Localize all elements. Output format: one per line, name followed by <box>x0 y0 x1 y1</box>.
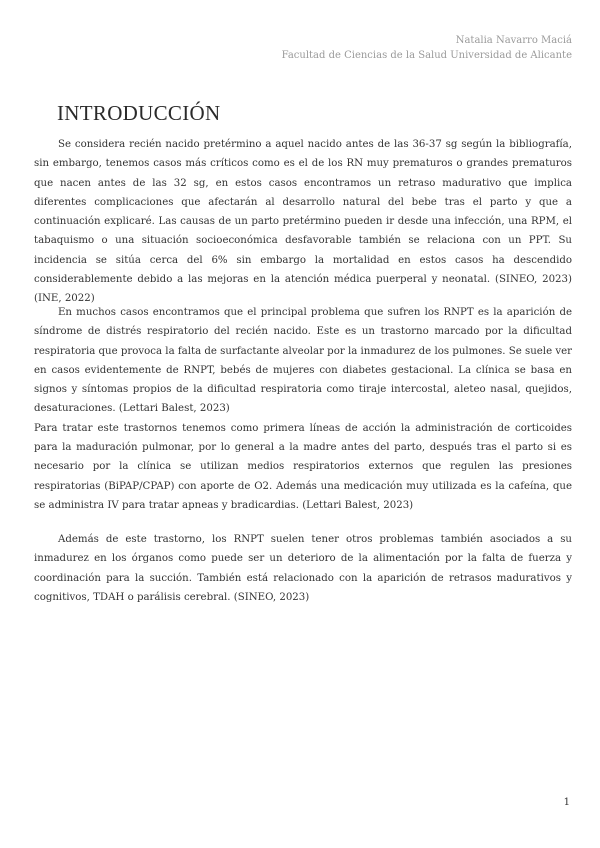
page-number: 1 <box>563 797 570 808</box>
page-header <box>282 33 572 63</box>
paragraph-treatment: Para tratar este trastornos tenemos como primera líneas de acción la administración de corticoides para la maduración pulmonar, por lo general a la madre antes del parto, después tras el parto si es necesario por la clínica se utilizan medios respiratorios externos que regulen las presiones respiratorias (BiPAP/CPAP) con aporte de O2. Además una medicación muy utilizada es la cafeína, que se administra IV para tratar apneas y bradicardias. (Lettari Balest, 2023) <box>34 422 572 511</box>
paragraph-intro: Se considera recién nacido pretérmino a aquel nacido antes de las 36-37 sg según la bibliografía, sin embargo, tenemos casos más críticos como es el de los RN muy prematuros o grandes prematuros que nacen antes de las 32 sg, en estos casos encontramos un retraso madurativo que implica diferentes complicaciones que afectarán al desarrollo natural del bebe tras el parto y que a continuación explicaré. Las causas de un parto pretérmino pueden ir desde una infección, una RPM, el tabaquismo o una situación socioeconómica desfavorable también se relaciona con un PPT. Su incidencia se sitúa cerca del 6% sin embargo la mortalidad en estos casos ha descendido considerablemente debido a las mejoras en la atención médica puerperal y neonatal. (SINEO, 2023) (INE, 2022) <box>34 139 572 305</box>
header-author: Natalia Navarro Maciá <box>455 35 572 46</box>
header-faculty: Facultad de Ciencias de la Salud Universidad de Alicante <box>281 50 572 61</box>
paragraph-block <box>34 530 572 607</box>
paragraph-block <box>34 135 572 309</box>
section-title: INTRODUCCIÓN <box>57 101 221 125</box>
paragraph-block <box>34 303 572 515</box>
paragraph-respiratory-distress: En muchos casos encontramos que el principal problema que sufren los RNPT es la aparición de síndrome de distrés respiratorio del recién nacido. Este es un trastorno marcado por la dificultad respiratoria que provoca la falta de surfactante alveolar por la inmadurez de los pulmones. Se suele ver en casos evidentemente de RNPT, bebés de mujeres con diabetes gestacional. La clínica se basa en signos y síntomas propios de la dificultad respiratoria como tiraje intercostal, aleteo nasal, quejidos, desaturaciones. (Lettari Balest, 2023) <box>34 307 572 415</box>
paragraph-other-problems: Además de este trastorno, los RNPT suelen tener otros problemas también asociados a su inmadurez en los órganos como puede ser un deterioro de la alimentación por la falta de fuerza y coordinación para la succión. También está relacionado con la aparición de retrasos madurativos y cognitivos, TDAH o parálisis cerebral. (SINEO, 2023) <box>34 534 572 603</box>
